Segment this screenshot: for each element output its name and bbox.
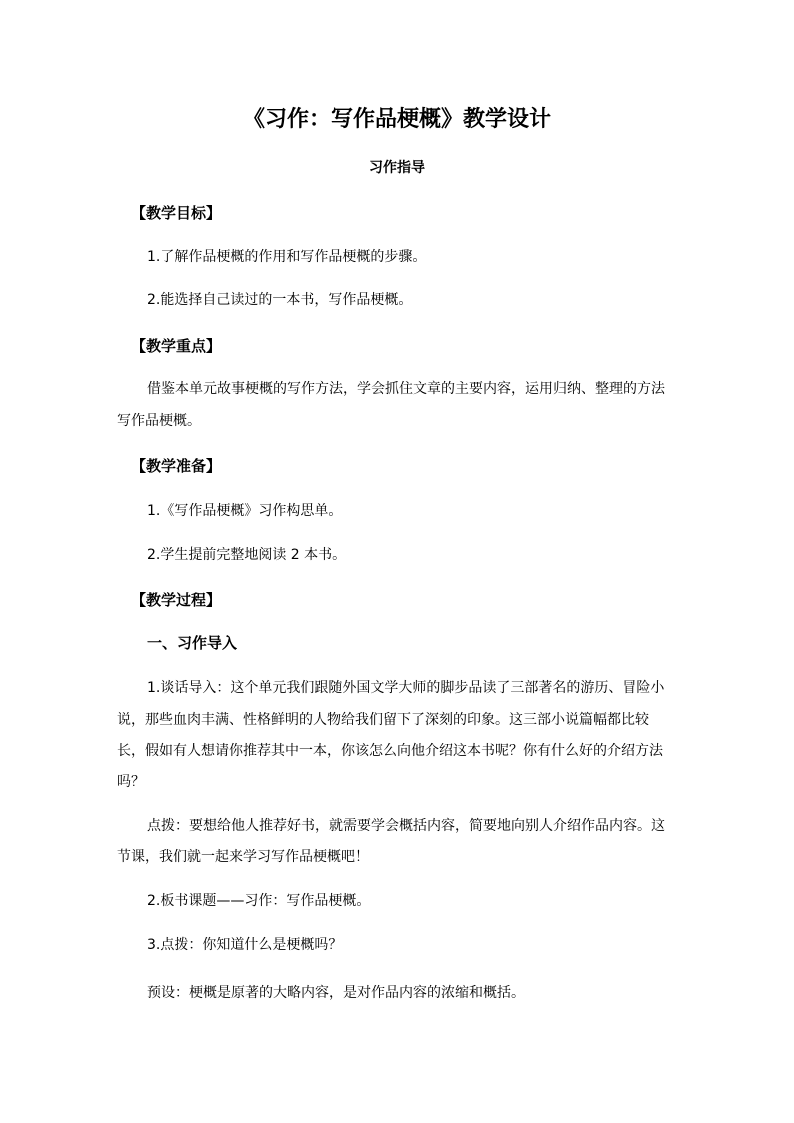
goal-item-2: 2.能选择自己读过的一本书，写作品梗概。 [147, 292, 413, 308]
hint-paragraph-line-1: 点拨：要想给他人推荐好书，就需要学会概括内容，简要地向别人介绍作品内容。这 [147, 818, 665, 834]
focus-paragraph-line-1: 借鉴本单元故事梗概的写作方法，学会抓住文章的主要内容，运用归纳、整理的方法 [147, 381, 665, 397]
focus-heading: 【教学重点】 [131, 337, 222, 355]
intro-paragraph-line-1: 1.谈话导入：这个单元我们跟随外国文学大师的脚步品读了三部著名的游历、冒险小 [147, 680, 665, 696]
process-heading: 【教学过程】 [131, 591, 222, 609]
step-3: 3.点拨：你知道什么是梗概吗？ [147, 937, 343, 953]
focus-paragraph-line-2: 写作品梗概。 [117, 413, 201, 429]
document-subtitle: 习作指导 [369, 160, 425, 176]
hint-paragraph-line-2: 节课，我们就一起来学习写作品梗概吧！ [117, 849, 369, 865]
prep-item-2: 2.学生提前完整地阅读 2 本书。 [147, 547, 347, 563]
step-2: 2.板书课题——习作：写作品梗概。 [147, 893, 371, 909]
section-1-heading: 一、习作导入 [147, 634, 238, 652]
intro-paragraph-line-2: 说，那些血肉丰满、性格鲜明的人物给我们留下了深刻的印象。这三部小说篇幅都比较 [117, 712, 649, 728]
prep-item-1: 1.《写作品梗概》习作构思单。 [147, 503, 343, 519]
document-title: 《习作：写作品梗概》教学设计 [242, 106, 551, 132]
goals-heading: 【教学目标】 [131, 204, 222, 222]
goal-item-1: 1.了解作品梗概的作用和写作品梗概的步骤。 [147, 249, 427, 265]
intro-paragraph-line-4: 吗？ [117, 774, 145, 790]
preset-answer: 预设：梗概是原著的大略内容，是对作品内容的浓缩和概括。 [147, 985, 525, 1001]
prep-heading: 【教学准备】 [131, 457, 222, 475]
intro-paragraph-line-3: 长，假如有人想请你推荐其中一本，你该怎么向他介绍这本书呢？你有什么好的介绍方法 [117, 743, 663, 759]
